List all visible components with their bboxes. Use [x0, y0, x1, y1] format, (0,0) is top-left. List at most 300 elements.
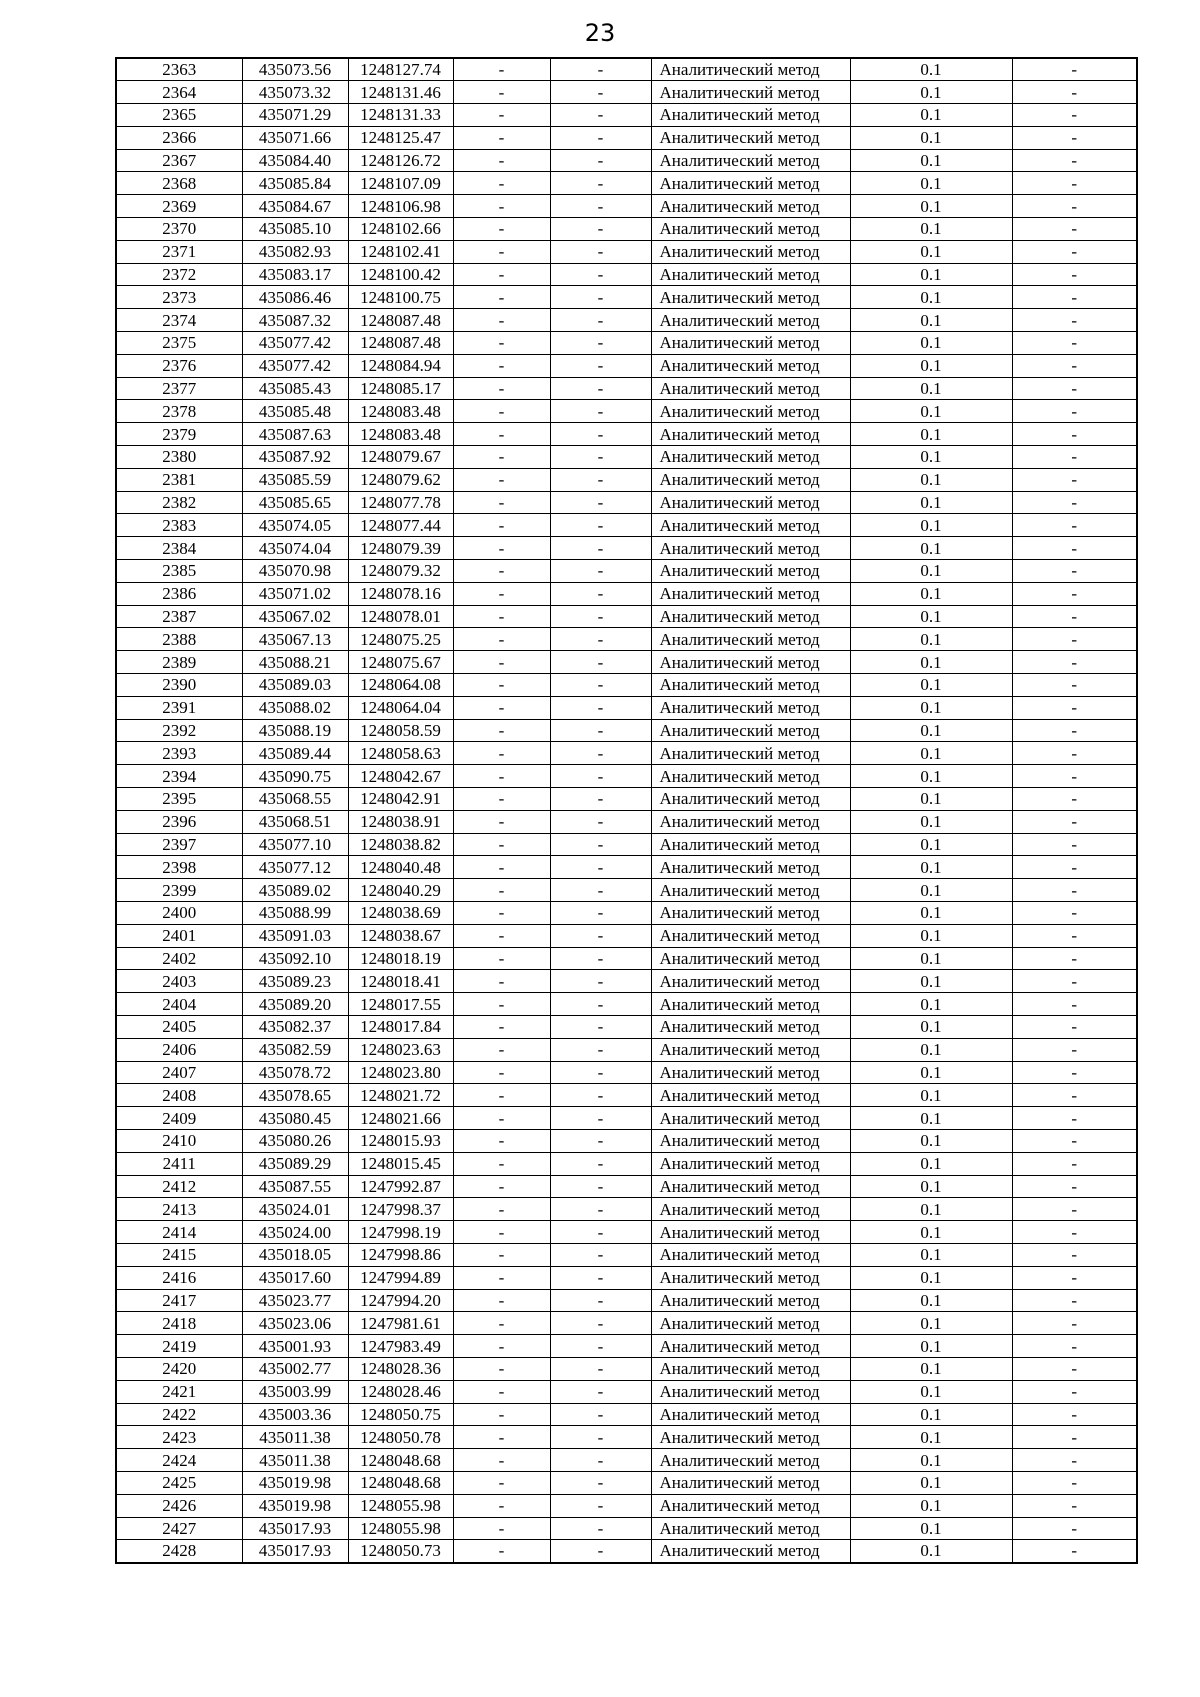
cell-method: Аналитический метод	[651, 560, 850, 583]
cell-coord-y: 1248058.63	[348, 742, 453, 765]
cell-col-4: -	[453, 1494, 550, 1517]
cell-coord-x: 435089.02	[242, 879, 348, 902]
table-row	[116, 537, 1137, 560]
table-row	[116, 696, 1137, 719]
cell-coord-y: 1248038.69	[348, 901, 453, 924]
cell-accuracy: 0.1	[850, 1289, 1012, 1312]
cell-accuracy: 0.1	[850, 1061, 1012, 1084]
cell-coord-x: 435085.59	[242, 468, 348, 491]
cell-col-8: -	[1012, 1357, 1137, 1380]
cell-col-8: -	[1012, 833, 1137, 856]
cell-col-5: -	[550, 81, 651, 104]
cell-col-4: -	[453, 901, 550, 924]
cell-col-8: -	[1012, 1038, 1137, 1061]
table-row	[116, 582, 1137, 605]
table-row	[116, 1129, 1137, 1152]
cell-method: Аналитический метод	[651, 1380, 850, 1403]
cell-col-8: -	[1012, 286, 1137, 309]
cell-col-5: -	[550, 947, 651, 970]
cell-col-4: -	[453, 628, 550, 651]
cell-coord-y: 1248064.08	[348, 674, 453, 697]
cell-col-8: -	[1012, 1471, 1137, 1494]
cell-accuracy: 0.1	[850, 1243, 1012, 1266]
cell-col-4: -	[453, 1198, 550, 1221]
table-row	[116, 1517, 1137, 1540]
cell-col-8: -	[1012, 1084, 1137, 1107]
cell-method: Аналитический метод	[651, 332, 850, 355]
cell-coord-y: 1248100.75	[348, 286, 453, 309]
cell-coord-y: 1248015.93	[348, 1129, 453, 1152]
cell-col-5: -	[550, 742, 651, 765]
cell-accuracy: 0.1	[850, 856, 1012, 879]
cell-point-number: 2400	[116, 901, 242, 924]
cell-method: Аналитический метод	[651, 195, 850, 218]
cell-point-number: 2403	[116, 970, 242, 993]
cell-col-4: -	[453, 1426, 550, 1449]
cell-coord-x: 435084.67	[242, 195, 348, 218]
cell-method: Аналитический метод	[651, 1107, 850, 1130]
cell-col-5: -	[550, 1449, 651, 1472]
cell-coord-x: 435071.29	[242, 104, 348, 127]
cell-coord-y: 1248015.45	[348, 1152, 453, 1175]
cell-col-4: -	[453, 1312, 550, 1335]
cell-method: Аналитический метод	[651, 149, 850, 172]
cell-accuracy: 0.1	[850, 309, 1012, 332]
cell-col-8: -	[1012, 628, 1137, 651]
cell-accuracy: 0.1	[850, 628, 1012, 651]
cell-method: Аналитический метод	[651, 1471, 850, 1494]
cell-col-5: -	[550, 719, 651, 742]
cell-col-4: -	[453, 651, 550, 674]
cell-method: Аналитический метод	[651, 901, 850, 924]
cell-method: Аналитический метод	[651, 924, 850, 947]
cell-point-number: 2366	[116, 126, 242, 149]
cell-col-4: -	[453, 195, 550, 218]
table-row	[116, 924, 1137, 947]
cell-method: Аналитический метод	[651, 696, 850, 719]
table-row	[116, 332, 1137, 355]
cell-col-4: -	[453, 1540, 550, 1563]
cell-method: Аналитический метод	[651, 1152, 850, 1175]
cell-method: Аналитический метод	[651, 1175, 850, 1198]
cell-col-5: -	[550, 674, 651, 697]
cell-coord-x: 435077.10	[242, 833, 348, 856]
cell-col-4: -	[453, 58, 550, 81]
cell-coord-x: 435087.32	[242, 309, 348, 332]
cell-col-8: -	[1012, 309, 1137, 332]
table-row	[116, 947, 1137, 970]
cell-col-4: -	[453, 1335, 550, 1358]
cell-col-5: -	[550, 195, 651, 218]
cell-accuracy: 0.1	[850, 582, 1012, 605]
cell-method: Аналитический метод	[651, 605, 850, 628]
cell-point-number: 2416	[116, 1266, 242, 1289]
table-row	[116, 856, 1137, 879]
table-row	[116, 628, 1137, 651]
cell-point-number: 2425	[116, 1471, 242, 1494]
cell-col-5: -	[550, 1494, 651, 1517]
table-row	[116, 104, 1137, 127]
cell-accuracy: 0.1	[850, 1152, 1012, 1175]
cell-point-number: 2411	[116, 1152, 242, 1175]
cell-col-4: -	[453, 1243, 550, 1266]
table-row	[116, 377, 1137, 400]
cell-method: Аналитический метод	[651, 1038, 850, 1061]
cell-col-5: -	[550, 263, 651, 286]
cell-coord-x: 435078.72	[242, 1061, 348, 1084]
cell-col-8: -	[1012, 1198, 1137, 1221]
cell-col-8: -	[1012, 560, 1137, 583]
cell-col-8: -	[1012, 446, 1137, 469]
cell-coord-x: 435092.10	[242, 947, 348, 970]
cell-col-4: -	[453, 400, 550, 423]
cell-accuracy: 0.1	[850, 286, 1012, 309]
table-row	[116, 1471, 1137, 1494]
cell-coord-x: 435089.44	[242, 742, 348, 765]
cell-col-5: -	[550, 1335, 651, 1358]
cell-point-number: 2385	[116, 560, 242, 583]
cell-coord-x: 435083.17	[242, 263, 348, 286]
cell-accuracy: 0.1	[850, 993, 1012, 1016]
table-row	[116, 879, 1137, 902]
cell-coord-x: 435019.98	[242, 1471, 348, 1494]
cell-method: Аналитический метод	[651, 833, 850, 856]
cell-point-number: 2427	[116, 1517, 242, 1540]
cell-point-number: 2406	[116, 1038, 242, 1061]
cell-coord-y: 1248075.25	[348, 628, 453, 651]
table-row	[116, 833, 1137, 856]
cell-col-4: -	[453, 1107, 550, 1130]
cell-col-8: -	[1012, 1540, 1137, 1563]
table-row	[116, 1061, 1137, 1084]
cell-col-5: -	[550, 172, 651, 195]
cell-point-number: 2402	[116, 947, 242, 970]
cell-coord-x: 435067.02	[242, 605, 348, 628]
cell-method: Аналитический метод	[651, 468, 850, 491]
cell-accuracy: 0.1	[850, 1266, 1012, 1289]
cell-coord-y: 1248102.41	[348, 240, 453, 263]
cell-point-number: 2409	[116, 1107, 242, 1130]
cell-col-4: -	[453, 332, 550, 355]
cell-coord-y: 1248038.82	[348, 833, 453, 856]
cell-coord-x: 435024.00	[242, 1221, 348, 1244]
cell-coord-y: 1247998.86	[348, 1243, 453, 1266]
table-row	[116, 901, 1137, 924]
table-row	[116, 400, 1137, 423]
cell-col-5: -	[550, 810, 651, 833]
cell-coord-x: 435085.65	[242, 491, 348, 514]
cell-method: Аналитический метод	[651, 1517, 850, 1540]
table-row	[116, 1426, 1137, 1449]
cell-method: Аналитический метод	[651, 446, 850, 469]
cell-coord-y: 1248055.98	[348, 1517, 453, 1540]
cell-method: Аналитический метод	[651, 788, 850, 811]
cell-accuracy: 0.1	[850, 263, 1012, 286]
cell-accuracy: 0.1	[850, 1312, 1012, 1335]
cell-method: Аналитический метод	[651, 1061, 850, 1084]
cell-coord-y: 1248040.48	[348, 856, 453, 879]
table-row	[116, 126, 1137, 149]
page-number: 23	[584, 19, 616, 47]
cell-accuracy: 0.1	[850, 1175, 1012, 1198]
cell-col-5: -	[550, 377, 651, 400]
cell-coord-y: 1248079.39	[348, 537, 453, 560]
cell-coord-x: 435089.03	[242, 674, 348, 697]
cell-coord-x: 435087.55	[242, 1175, 348, 1198]
cell-coord-y: 1247998.19	[348, 1221, 453, 1244]
cell-coord-y: 1248017.84	[348, 1015, 453, 1038]
cell-point-number: 2418	[116, 1312, 242, 1335]
cell-coord-y: 1248087.48	[348, 332, 453, 355]
table-row	[116, 674, 1137, 697]
cell-point-number: 2408	[116, 1084, 242, 1107]
cell-accuracy: 0.1	[850, 901, 1012, 924]
cell-accuracy: 0.1	[850, 1038, 1012, 1061]
cell-coord-x: 435087.63	[242, 423, 348, 446]
cell-coord-x: 435089.29	[242, 1152, 348, 1175]
cell-col-4: -	[453, 104, 550, 127]
table-row	[116, 1357, 1137, 1380]
cell-col-4: -	[453, 172, 550, 195]
cell-coord-x: 435082.37	[242, 1015, 348, 1038]
cell-col-5: -	[550, 354, 651, 377]
table-row	[116, 58, 1137, 81]
cell-point-number: 2420	[116, 1357, 242, 1380]
coordinates-table	[115, 57, 1138, 1564]
table-row	[116, 423, 1137, 446]
table-row	[116, 81, 1137, 104]
table-row	[116, 1335, 1137, 1358]
cell-accuracy: 0.1	[850, 810, 1012, 833]
table-row	[116, 1289, 1137, 1312]
cell-col-5: -	[550, 1129, 651, 1152]
table-row	[116, 1175, 1137, 1198]
cell-coord-y: 1247994.20	[348, 1289, 453, 1312]
cell-point-number: 2363	[116, 58, 242, 81]
table-row	[116, 1540, 1137, 1563]
cell-method: Аналитический метод	[651, 1015, 850, 1038]
cell-accuracy: 0.1	[850, 696, 1012, 719]
table-row	[116, 742, 1137, 765]
cell-accuracy: 0.1	[850, 400, 1012, 423]
cell-col-4: -	[453, 1289, 550, 1312]
table-row	[116, 240, 1137, 263]
cell-col-5: -	[550, 582, 651, 605]
cell-col-4: -	[453, 560, 550, 583]
cell-coord-y: 1248083.48	[348, 423, 453, 446]
cell-coord-y: 1248023.80	[348, 1061, 453, 1084]
cell-point-number: 2382	[116, 491, 242, 514]
cell-method: Аналитический метод	[651, 423, 850, 446]
cell-point-number: 2368	[116, 172, 242, 195]
cell-col-4: -	[453, 468, 550, 491]
cell-accuracy: 0.1	[850, 172, 1012, 195]
cell-point-number: 2389	[116, 651, 242, 674]
cell-method: Аналитический метод	[651, 1494, 850, 1517]
cell-col-5: -	[550, 833, 651, 856]
cell-col-4: -	[453, 537, 550, 560]
cell-col-4: -	[453, 1357, 550, 1380]
cell-col-5: -	[550, 104, 651, 127]
table-row	[116, 810, 1137, 833]
cell-col-8: -	[1012, 719, 1137, 742]
cell-coord-x: 435011.38	[242, 1426, 348, 1449]
cell-accuracy: 0.1	[850, 149, 1012, 172]
cell-point-number: 2397	[116, 833, 242, 856]
cell-col-8: -	[1012, 765, 1137, 788]
cell-col-4: -	[453, 742, 550, 765]
cell-point-number: 2401	[116, 924, 242, 947]
cell-col-8: -	[1012, 514, 1137, 537]
cell-coord-y: 1248079.62	[348, 468, 453, 491]
cell-point-number: 2414	[116, 1221, 242, 1244]
cell-col-5: -	[550, 1107, 651, 1130]
cell-coord-x: 435067.13	[242, 628, 348, 651]
cell-coord-y: 1247981.61	[348, 1312, 453, 1335]
cell-col-5: -	[550, 651, 651, 674]
cell-coord-x: 435082.59	[242, 1038, 348, 1061]
cell-col-5: -	[550, 1289, 651, 1312]
cell-col-8: -	[1012, 537, 1137, 560]
cell-coord-x: 435085.48	[242, 400, 348, 423]
cell-accuracy: 0.1	[850, 195, 1012, 218]
cell-method: Аналитический метод	[651, 309, 850, 332]
cell-point-number: 2376	[116, 354, 242, 377]
cell-method: Аналитический метод	[651, 354, 850, 377]
table-row	[116, 605, 1137, 628]
cell-accuracy: 0.1	[850, 446, 1012, 469]
cell-col-8: -	[1012, 856, 1137, 879]
cell-method: Аналитический метод	[651, 263, 850, 286]
cell-coord-x: 435017.93	[242, 1517, 348, 1540]
cell-col-8: -	[1012, 218, 1137, 241]
cell-coord-y: 1248050.73	[348, 1540, 453, 1563]
table-row	[116, 468, 1137, 491]
cell-coord-x: 435087.92	[242, 446, 348, 469]
cell-coord-x: 435018.05	[242, 1243, 348, 1266]
cell-accuracy: 0.1	[850, 924, 1012, 947]
table-row	[116, 1312, 1137, 1335]
cell-method: Аналитический метод	[651, 651, 850, 674]
cell-col-4: -	[453, 286, 550, 309]
cell-method: Аналитический метод	[651, 1243, 850, 1266]
cell-point-number: 2388	[116, 628, 242, 651]
cell-coord-y: 1248018.41	[348, 970, 453, 993]
cell-point-number: 2399	[116, 879, 242, 902]
cell-col-8: -	[1012, 1129, 1137, 1152]
cell-accuracy: 0.1	[850, 240, 1012, 263]
cell-col-4: -	[453, 1449, 550, 1472]
cell-col-5: -	[550, 765, 651, 788]
cell-method: Аналитический метод	[651, 400, 850, 423]
cell-accuracy: 0.1	[850, 833, 1012, 856]
cell-col-4: -	[453, 1061, 550, 1084]
cell-col-4: -	[453, 924, 550, 947]
table-row	[116, 651, 1137, 674]
cell-accuracy: 0.1	[850, 1494, 1012, 1517]
table-row	[116, 1198, 1137, 1221]
cell-col-4: -	[453, 1084, 550, 1107]
cell-coord-y: 1247998.37	[348, 1198, 453, 1221]
cell-accuracy: 0.1	[850, 1198, 1012, 1221]
cell-col-5: -	[550, 879, 651, 902]
cell-col-8: -	[1012, 742, 1137, 765]
table-row	[116, 993, 1137, 1016]
cell-col-8: -	[1012, 651, 1137, 674]
cell-col-4: -	[453, 719, 550, 742]
cell-col-4: -	[453, 1471, 550, 1494]
cell-accuracy: 0.1	[850, 1540, 1012, 1563]
table-row	[116, 195, 1137, 218]
cell-accuracy: 0.1	[850, 491, 1012, 514]
cell-col-5: -	[550, 1380, 651, 1403]
cell-accuracy: 0.1	[850, 742, 1012, 765]
cell-col-4: -	[453, 696, 550, 719]
cell-coord-y: 1248084.94	[348, 354, 453, 377]
cell-coord-y: 1248040.29	[348, 879, 453, 902]
cell-method: Аналитический метод	[651, 765, 850, 788]
cell-col-4: -	[453, 879, 550, 902]
cell-coord-x: 435003.36	[242, 1403, 348, 1426]
table-row	[116, 1380, 1137, 1403]
cell-method: Аналитический метод	[651, 491, 850, 514]
cell-coord-y: 1248126.72	[348, 149, 453, 172]
cell-method: Аналитический метод	[651, 970, 850, 993]
cell-col-4: -	[453, 970, 550, 993]
cell-col-4: -	[453, 149, 550, 172]
cell-accuracy: 0.1	[850, 970, 1012, 993]
cell-coord-x: 435011.38	[242, 1449, 348, 1472]
cell-coord-y: 1248085.17	[348, 377, 453, 400]
cell-col-8: -	[1012, 810, 1137, 833]
cell-col-5: -	[550, 126, 651, 149]
cell-col-5: -	[550, 240, 651, 263]
cell-point-number: 2364	[116, 81, 242, 104]
cell-accuracy: 0.1	[850, 1471, 1012, 1494]
cell-col-5: -	[550, 993, 651, 1016]
cell-point-number: 2413	[116, 1198, 242, 1221]
cell-point-number: 2423	[116, 1426, 242, 1449]
cell-coord-x: 435088.19	[242, 719, 348, 742]
cell-point-number: 2381	[116, 468, 242, 491]
cell-col-5: -	[550, 286, 651, 309]
cell-method: Аналитический метод	[651, 218, 850, 241]
cell-coord-x: 435001.93	[242, 1335, 348, 1358]
cell-col-5: -	[550, 149, 651, 172]
cell-coord-x: 435077.42	[242, 354, 348, 377]
cell-point-number: 2383	[116, 514, 242, 537]
table-row	[116, 970, 1137, 993]
cell-point-number: 2377	[116, 377, 242, 400]
cell-col-8: -	[1012, 993, 1137, 1016]
cell-coord-x: 435080.26	[242, 1129, 348, 1152]
cell-col-8: -	[1012, 1494, 1137, 1517]
table-row	[116, 286, 1137, 309]
cell-point-number: 2375	[116, 332, 242, 355]
cell-coord-x: 435017.93	[242, 1540, 348, 1563]
cell-col-8: -	[1012, 1152, 1137, 1175]
cell-col-8: -	[1012, 1403, 1137, 1426]
cell-col-5: -	[550, 332, 651, 355]
cell-point-number: 2372	[116, 263, 242, 286]
cell-col-5: -	[550, 400, 651, 423]
cell-col-4: -	[453, 833, 550, 856]
cell-accuracy: 0.1	[850, 81, 1012, 104]
cell-point-number: 2426	[116, 1494, 242, 1517]
cell-accuracy: 0.1	[850, 377, 1012, 400]
table-row	[116, 514, 1137, 537]
cell-point-number: 2424	[116, 1449, 242, 1472]
